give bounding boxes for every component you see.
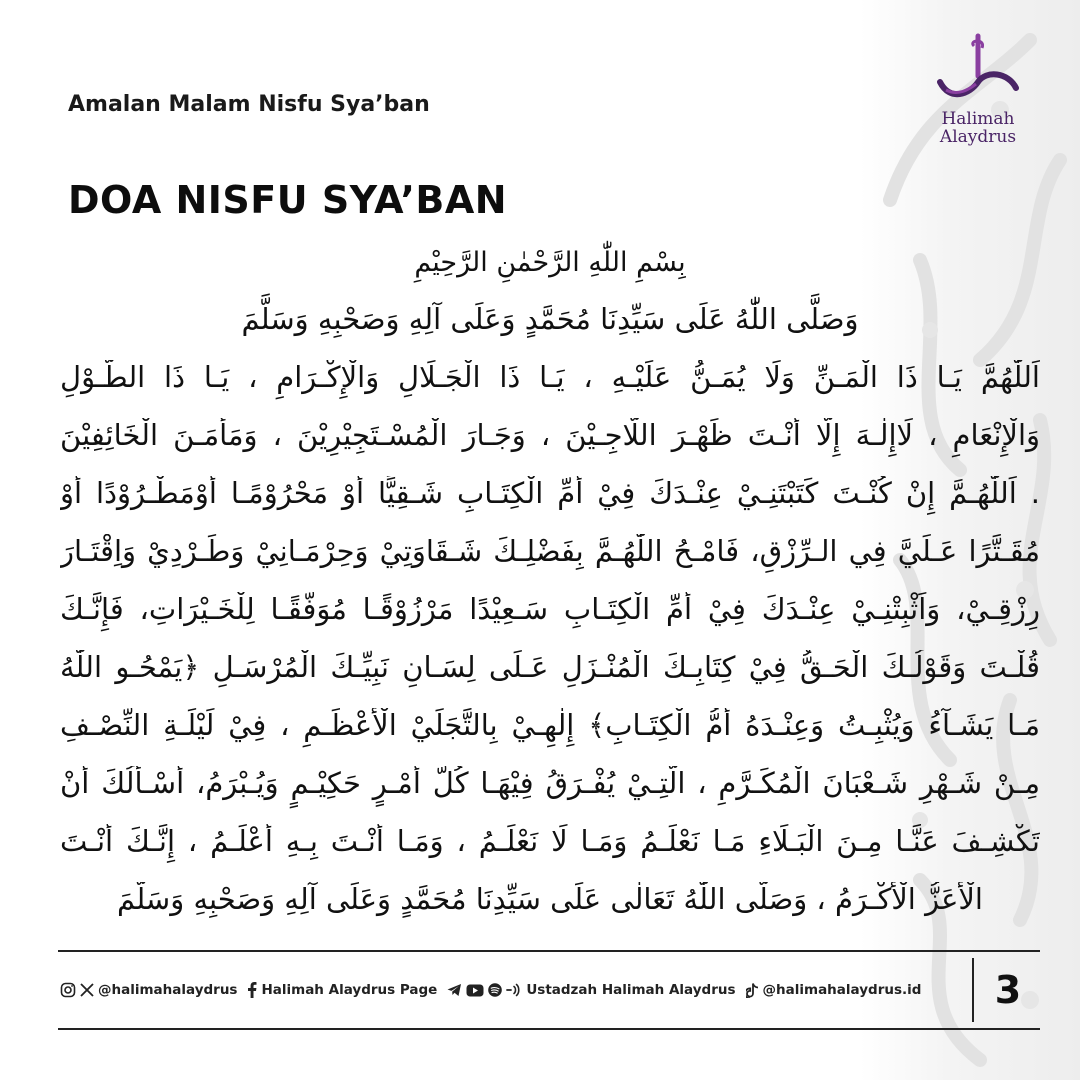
bismillah: بِسْمِ اللّٰهِ الرَّحْمٰنِ الرَّحِيْمِ	[414, 247, 686, 278]
prayer-line: مُقَـتَّرًا عَـلَيَّ فِي الـرِّزْقِ، فَامْـحُ اللّٰهُـمَّ بِفَضْلِـكَ شَـقَاوَتِيْ وَحِرْمَـانِيْ وَطَـرْدِيْ وَاِقْتَـارَ	[60, 534, 1040, 568]
prayer-line: قُلْـتَ وَقَوْلُـكَ الْحَـقُّ فِيْ كِتَابِـكَ الْمُنْـزَلِ عَـلَى لِسَـانِ نَبِيِّـكَ الْمُرْسَـلِ ﴿يَمْحُـو اللّٰهُ	[60, 650, 1040, 684]
opening-salawat: وَصَلَّى اللّٰهُ عَلَى سَيِّدِنَا مُحَمَّدٍ وَعَلَى آلِهِ وَصَحْبِهِ وَسَلَّمَ	[241, 302, 859, 336]
prayer-line: تَكْشِـفَ عَنَّـا مِـنَ الْبَـلَاءِ مَـا نَعْلَـمُ وَمَـا لَا نَعْلَـمُ ، وَمَـا أَنْـتَ بِـهِ أَعْلَـمُ ، إِنَّـكَ أَنْـتَ	[60, 824, 1040, 858]
tiktok-handle: @halimahalaydrus.id	[762, 982, 922, 998]
x-icon	[80, 983, 94, 997]
youtube-icon	[466, 984, 484, 997]
prayer-line: اَللّٰهُمَّ يَـا ذَا الْمَـنِّ وَلَا يُمَـنُّ عَلَيْـهِ ، يَـا ذَا الْجَـلَالِ وَالْإِكْـرَامِ ، يَـا ذَا الطَّـوْلِ	[60, 360, 1040, 394]
prayer-line: مَـا يَشَـآءُ وَيُثْبِـتُ وَعِنْـدَهُ أُمُّ الْكِتَـابِ﴾ إِلٰهِـيْ بِالتَّجَلِّيْ الْأَعْظَـمِ ، فِيْ لَيْلَـةِ النِّصْـفِ	[60, 708, 1040, 742]
tiktok-link[interactable]	[746, 982, 922, 998]
footer-divider	[972, 958, 974, 1022]
prayer-line: مِـنْ شَـهْرِ شَـعْبَانَ الْمُكَـرَّمِ ، الَّتِـيْ يُفْـرَقُ فِيْهَـا كُلُّ أَمْـرٍ حَكِيْـمٍ وَيُـبْرَمُ، أَسْـأَلُكَ أَنْ	[60, 766, 1040, 800]
facebook-page-name: Halimah Alaydrus Page	[261, 982, 438, 998]
instagram-x-handle: @halimahalaydrus	[98, 982, 238, 998]
prayer-line-closing: الْأَعَزُّ الْأَكْـرَمُ ، وَصَلَّى اللّٰهُ تَعَالٰى عَلَى سَيِّدِنَا مُحَمَّدٍ وَعَلَى آلِهِ وَصَحْبِهِ وَسَلَّمَ	[117, 882, 983, 916]
logo-wordmark	[928, 110, 1028, 146]
facebook-icon	[247, 982, 257, 998]
page-title: DOA NISFU SYA’BAN	[68, 178, 508, 222]
social-footer	[58, 950, 1040, 1030]
prayer-line: وَالْإِنْعَامِ ، لَاإِلٰـهَ إِلَّا أَنْـتَ ظَهْـرَ اللَّاجِـيْنَ ، وَجَـارَ الْمُسْـتَجِيْرِيْنَ ، وَمَأْمَـنَ الْخَائِفِيْنَ	[60, 418, 1040, 452]
instagram-icon	[60, 982, 76, 998]
page-number: 3	[994, 968, 1022, 1012]
facebook-link[interactable]	[247, 982, 437, 998]
logo-line-2: Alaydrus	[939, 127, 1017, 147]
channels-link[interactable]	[447, 982, 735, 998]
podcast-icon	[506, 983, 522, 997]
logo-line-1: Halimah	[941, 109, 1015, 129]
brand-logo	[928, 32, 1028, 162]
spotify-icon	[488, 983, 502, 997]
instagram-x-link[interactable]	[60, 982, 237, 998]
page-subtitle: Amalan Malam Nisfu Sya’ban	[68, 92, 430, 117]
social-links	[60, 952, 965, 1028]
channels-name: Ustadzah Halimah Alaydrus	[526, 982, 736, 998]
logo-calligraphy-icon	[928, 32, 1028, 110]
prayer-line: . اَللّٰهُـمَّ إِنْ كُنْـتَ كَتَبْتَنِـيْ عِنْـدَكَ فِيْ أُمِّ الْكِتَـابِ شَـقِيًّا أَوْ مَحْرُوْمًـا أَوْمَطْـرُوْدًا أَوْ	[60, 476, 1040, 510]
telegram-icon	[447, 983, 462, 997]
tiktok-icon	[746, 983, 759, 998]
prayer-line: رِزْقِـيْ، وَاَثْبِتْنِـيْ عِنْـدَكَ فِيْ أُمِّ الْكِتَـابِ سَـعِيْدًا مَرْزُوْقًـا مُوَفَّقًـا لِلْخَـيْرَاتِ، فَإِنَّـكَ	[60, 592, 1040, 626]
